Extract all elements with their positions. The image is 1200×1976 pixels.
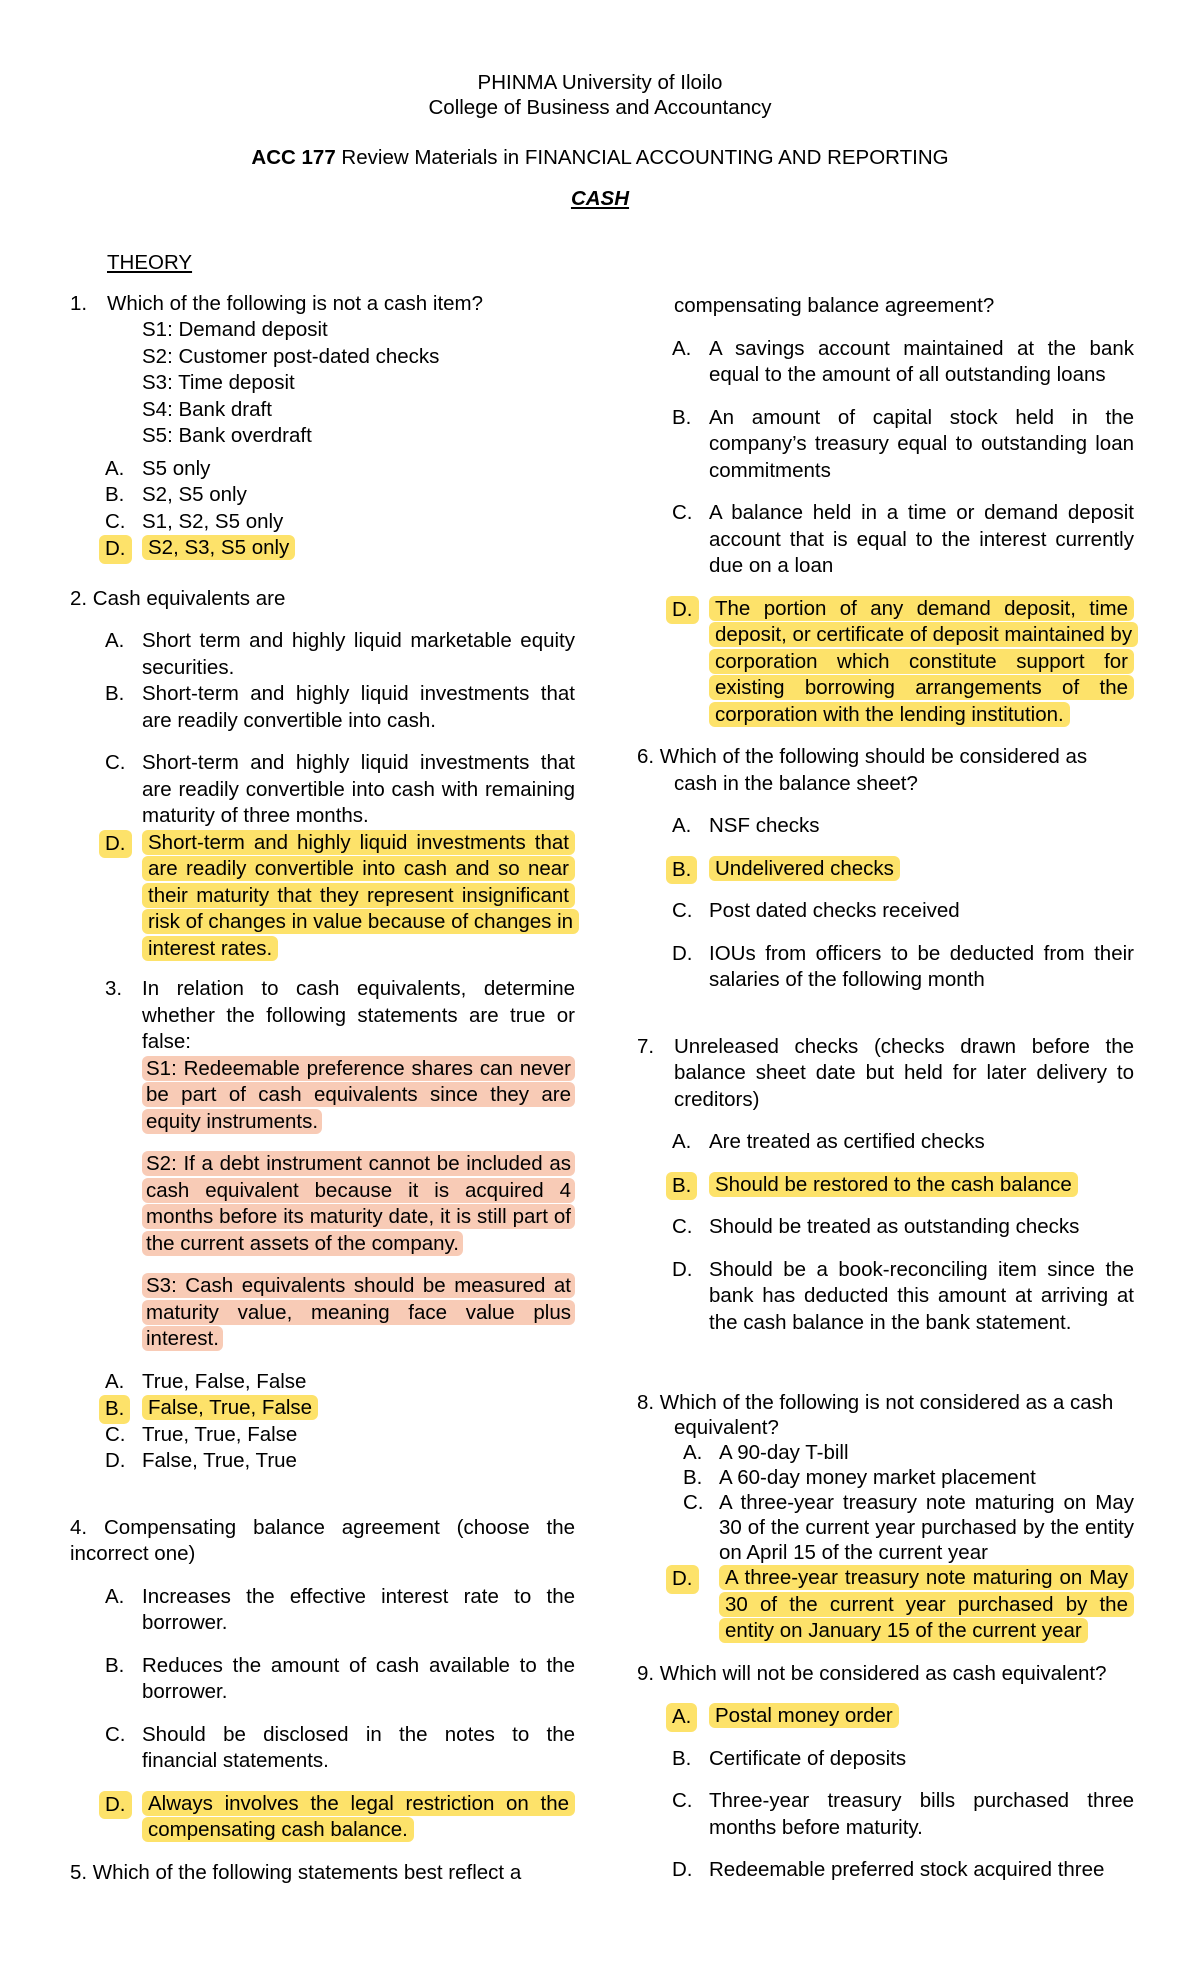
- option: C. True, True, False: [105, 1422, 298, 1446]
- question-3: [70, 976, 575, 1056]
- option: A. Increases the effective interest rate to the borrower.: [105, 1584, 575, 1634]
- option-answer: D. The portion of any demand deposit, time deposit, or certificate of deposit maintained by corporation which constitute support for existing borrowing arrangements of the corporation with the lending institution.: [637, 596, 1134, 729]
- option-answer: A. Postal money order: [637, 1703, 1134, 1730]
- statement-s1: S1: Redeemable preference shares can never be part of cash equivalents since they are equity instruments.: [70, 1056, 575, 1136]
- question-8-continuation: equivalent?: [674, 1416, 779, 1439]
- option: C. Three-year treasury bills purchased three months before maturity.: [672, 1789, 1134, 1839]
- question-6-text: 6. Which of the following should be considered as: [637, 745, 1088, 768]
- option-answer: D. Always involves the legal restriction on the compensating cash balance.: [70, 1791, 575, 1844]
- question-5-text: 5. Which of the following statements best reflect a: [70, 1860, 522, 1884]
- option: C. Post dated checks received: [672, 899, 960, 922]
- question-number: 7.: [637, 1034, 655, 1058]
- option: C. Should be disclosed in the notes to the financial statements.: [105, 1722, 575, 1772]
- option: C. Should be treated as outstanding checks: [672, 1215, 1080, 1238]
- statement-item: S4: Bank draft: [142, 397, 272, 421]
- option: C. A three-year treasury note maturing on May 30 of the current year purchased by the entity on April 15 of the current year: [683, 1491, 1134, 1564]
- question-9-text: 9. Which will not be considered as cash equivalent?: [637, 1661, 1107, 1685]
- question-text: Which of the following is not a cash item?: [107, 291, 484, 315]
- question-7: [637, 1034, 1134, 1114]
- option: A. Short term and highly liquid marketable equity securities.: [105, 629, 575, 679]
- course-code: ACC 177: [251, 146, 336, 169]
- option-answer: B. False, True, False: [70, 1395, 575, 1422]
- option: C. S1, S2, S5 only: [105, 509, 284, 533]
- question-1: [70, 291, 575, 318]
- option: B. Reduces the amount of cash available to the borrower.: [105, 1653, 575, 1703]
- option: D. Redeemable preferred stock acquired three: [672, 1858, 1105, 1881]
- option: D. IOUs from officers to be deducted from their salaries of the following month: [672, 941, 1134, 991]
- statement-item: S5: Bank overdraft: [142, 424, 312, 447]
- option-answer: D. Short-term and highly liquid investments that are readily convertible into cash and so near their maturity that they represent insignificant risk of changes in value because of changes in interest rates.: [70, 830, 575, 963]
- option: A. A 90-day T-bill: [683, 1441, 849, 1464]
- question-5-continuation: compensating balance agreement?: [674, 294, 995, 317]
- section-heading: THEORY: [107, 251, 193, 274]
- question-4-text: 4. Compensating balance agreement (choose the incorrect one): [70, 1515, 575, 1565]
- statement-s3: S3: Cash equivalents should be measured at maturity value, meaning face value plus interest.: [70, 1273, 575, 1353]
- option: D. False, True, True: [105, 1449, 297, 1472]
- question-text: Unreleased checks (checks drawn before the balance sheet date but held for later delivery to creditors): [674, 1034, 1134, 1111]
- option: B. Short-term and highly liquid investments that are readily convertible into cash.: [105, 682, 575, 732]
- option: B. An amount of capital stock held in the company’s treasury equal to outstanding loan commitments: [672, 405, 1134, 482]
- topic-title: CASH: [570, 187, 630, 210]
- university-name: PHINMA University of Iloilo: [477, 71, 723, 94]
- question-8-text: 8. Which of the following is not considered as a cash: [637, 1391, 1114, 1414]
- option: D. Should be a book-reconciling item since the bank has deducted this amount at arriving at the cash balance in the bank statement.: [672, 1257, 1134, 1334]
- option: C. Short-term and highly liquid investments that are readily convertible into cash with remaining maturity of three months.: [105, 751, 575, 827]
- question-number: 3.: [105, 977, 123, 1000]
- option: A. True, False, False: [105, 1369, 307, 1393]
- option: A. NSF checks: [672, 814, 820, 837]
- option: B. Certificate of deposits: [672, 1746, 907, 1770]
- option: A. S5 only: [105, 456, 211, 480]
- statement-list: [70, 317, 575, 450]
- statement-item: S1: Demand deposit: [142, 318, 328, 341]
- statement-item: S3: Time deposit: [142, 371, 295, 394]
- right-column: [637, 293, 1134, 1884]
- left-column: [70, 250, 575, 1886]
- option: A. Are treated as certified checks: [672, 1130, 985, 1153]
- course-title: [0, 145, 1200, 172]
- option-answer: D. A three-year treasury note maturing on May 30 of the current year purchased by the entity on January 15 of the current year: [637, 1565, 1134, 1645]
- question-2-text: 2. Cash equivalents are: [70, 586, 286, 610]
- option-answer: B. Should be restored to the cash balance: [637, 1172, 1134, 1199]
- option: A. A savings account maintained at the bank equal to the amount of all outstanding loans: [672, 336, 1134, 386]
- statement-s2: S2: If a debt instrument cannot be included as cash equivalent because it is acquired 4 months before its maturity date, it is still part of the current assets of the company.: [70, 1151, 575, 1257]
- course-description: Review Materials in FINANCIAL ACCOUNTING AND REPORTING: [335, 146, 949, 169]
- college-name: College of Business and Accountancy: [428, 96, 772, 119]
- statement-item: S2: Customer post-dated checks: [142, 344, 440, 368]
- option: B. A 60-day money market placement: [683, 1466, 1036, 1489]
- question-number: 1.: [70, 291, 88, 315]
- question-6-continuation: cash in the balance sheet?: [674, 771, 918, 795]
- option-answer: D. S2, S3, S5 only: [70, 535, 575, 562]
- option: B. S2, S5 only: [105, 483, 247, 506]
- option-answer: B. Undelivered checks: [637, 856, 1134, 883]
- option: C. A balance held in a time or demand deposit account that is equal to the interest currently due on a loan: [672, 501, 1134, 577]
- question-text: In relation to cash equivalents, determine whether the following statements are true or false:: [142, 977, 575, 1053]
